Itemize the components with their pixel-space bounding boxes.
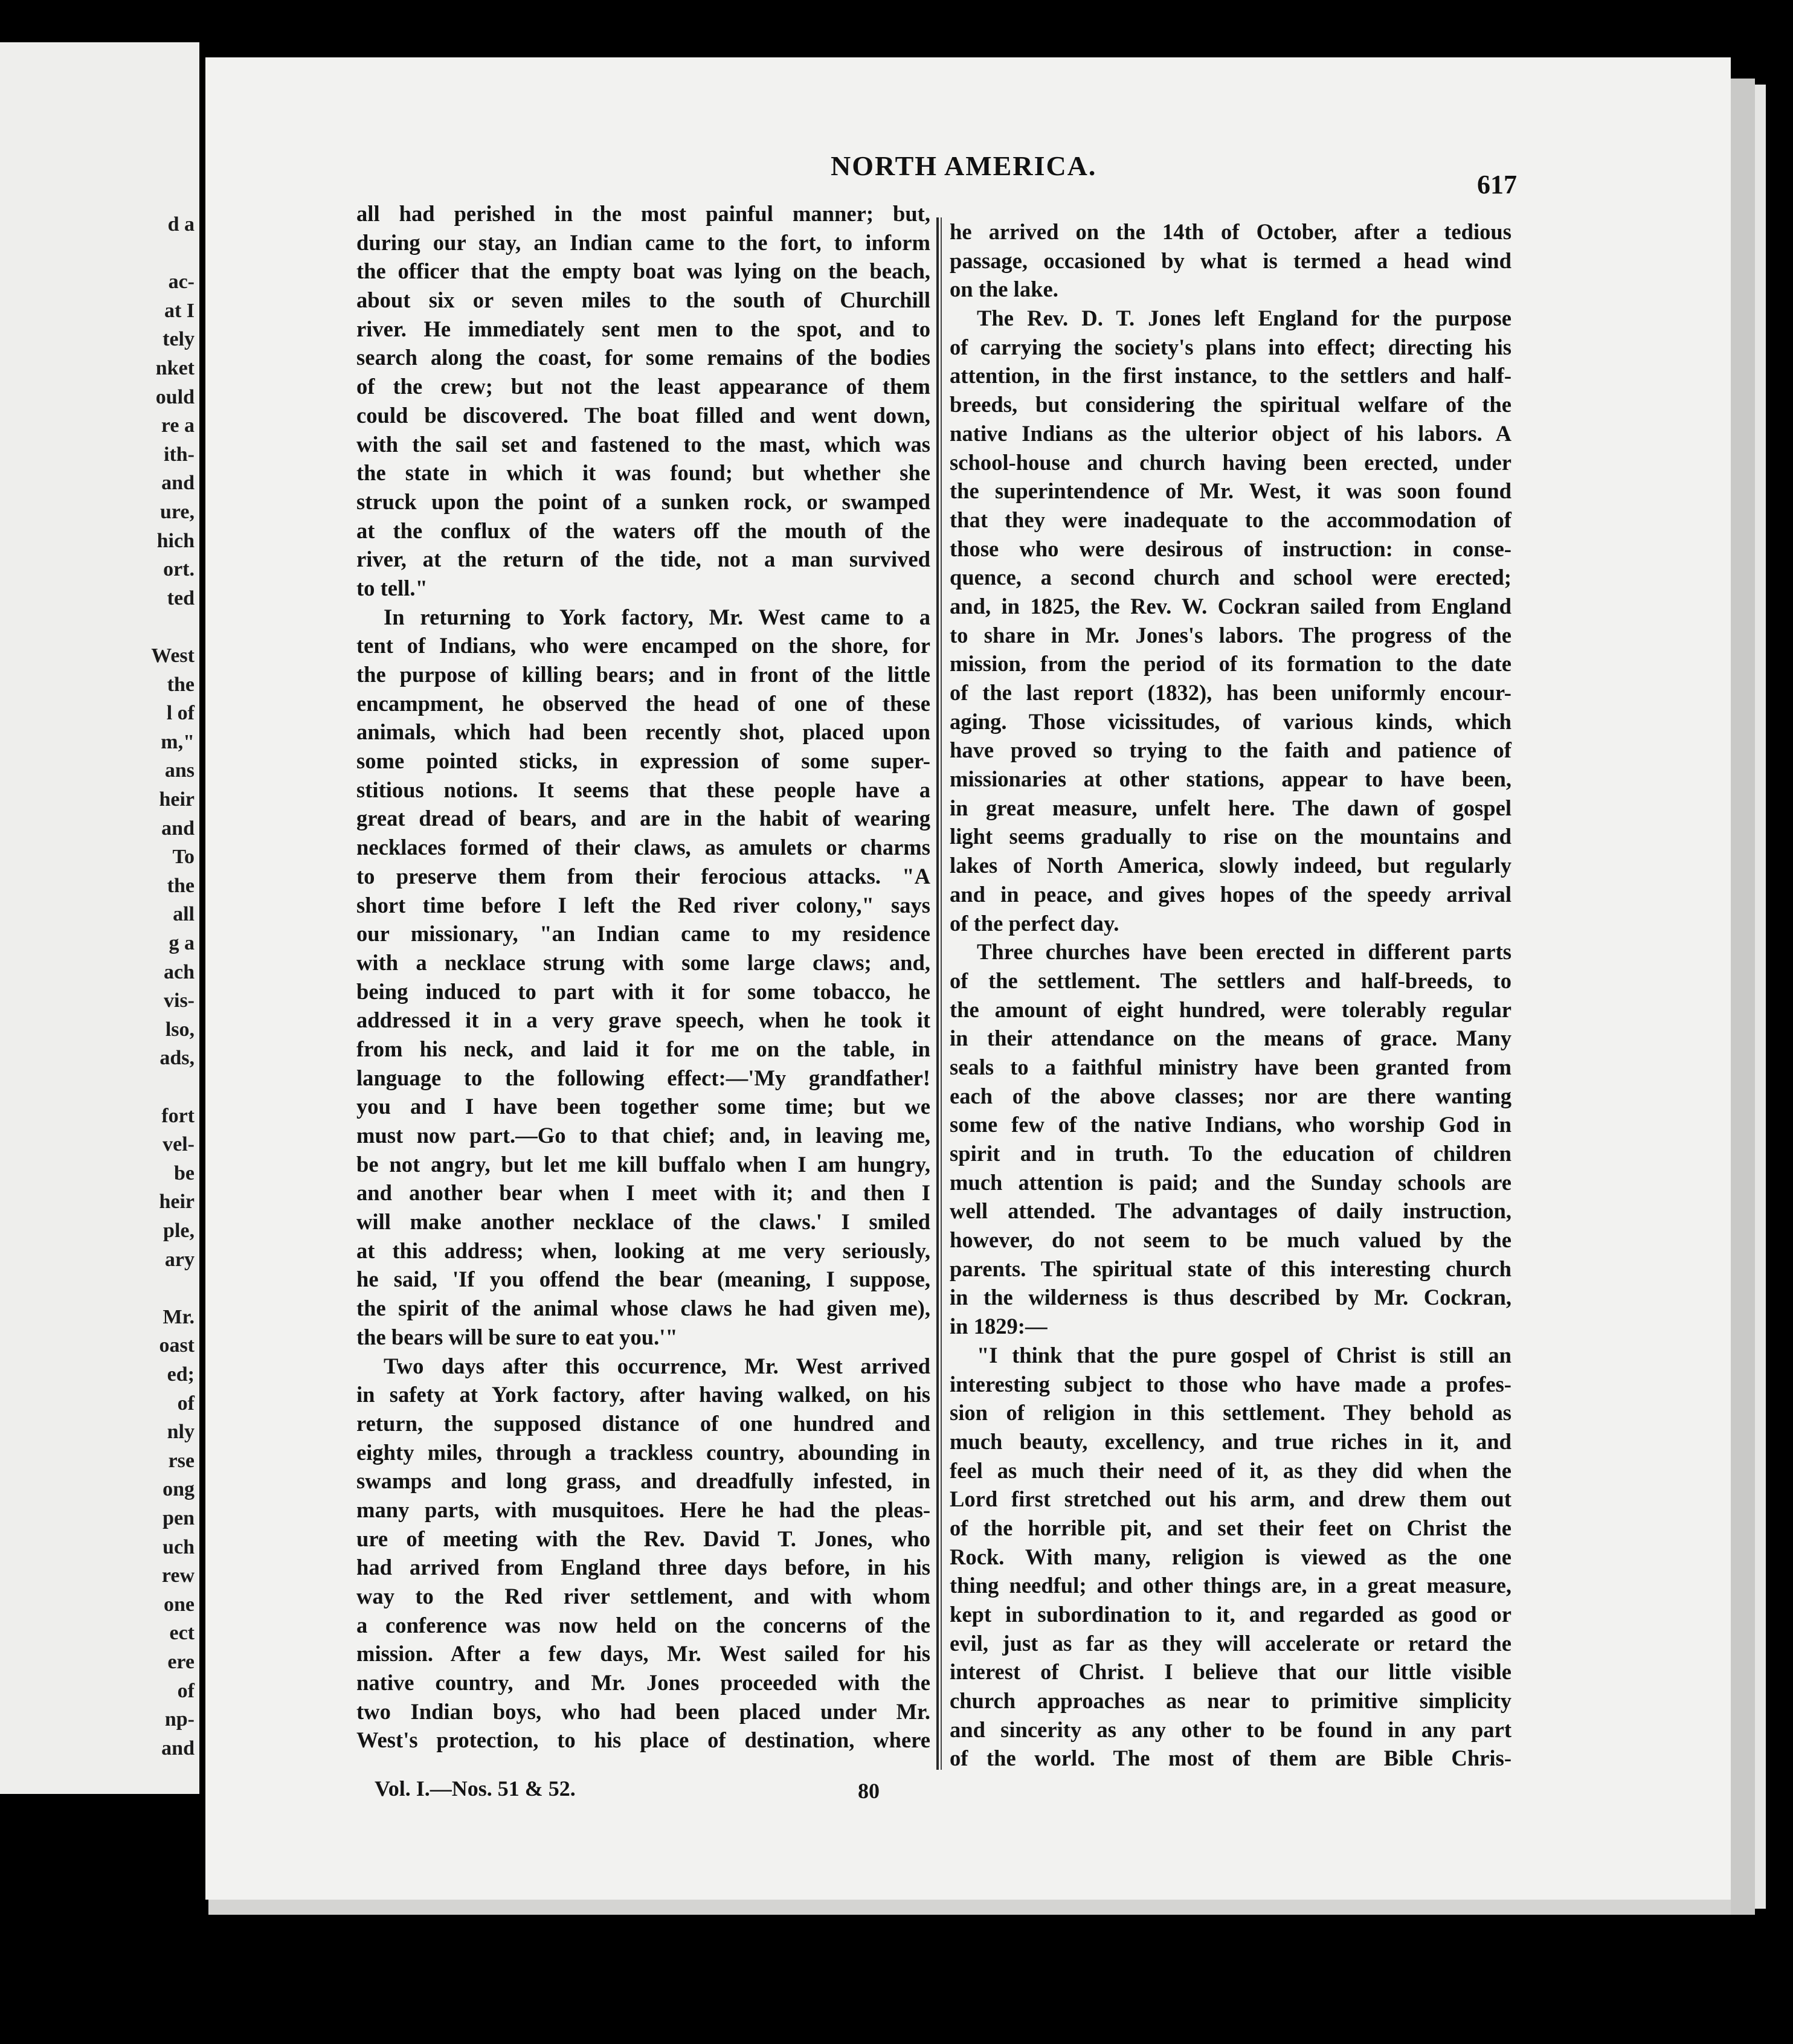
text-line: tent of Indians, who were encamped on the shore, for [356, 633, 930, 658]
text-line: the bears will be sure to eat you.'" [356, 1324, 678, 1349]
text-line: way to the Red river settlement, and with whom [356, 1584, 930, 1609]
facing-page-text: vel- [163, 1133, 195, 1156]
text-line: aging. Those vicissitudes, of various kinds, which [950, 709, 1511, 734]
text-line: Lord first stretched out his arm, and drew them out [950, 1486, 1511, 1512]
facing-page-text: ould [155, 385, 195, 408]
facing-page-text: ads, [159, 1047, 195, 1070]
page-bottom-edge [208, 1900, 1731, 1915]
text-line: have proved so trying to the faith and patience of [950, 738, 1511, 763]
text-line: passage, occasioned by what is termed a head wind [950, 248, 1511, 273]
text-line: mission. After a few days, Mr. West sailed for his [356, 1641, 930, 1666]
text-line: light seems gradually to rise on the mountains and [950, 824, 1511, 849]
text-line: parents. The spiritual state of this interesting church [950, 1256, 1511, 1281]
text-line: thing needful; and other things are, in a great measure, [950, 1573, 1511, 1598]
text-line: well attended. The advantages of daily instruction, [950, 1198, 1511, 1224]
text-line: however, do not seem to be much valued by the [950, 1227, 1511, 1253]
text-line: church approaches as near to primitive simplicity [950, 1688, 1511, 1714]
facing-page-text: uch [163, 1535, 195, 1558]
text-line: all had perished in the most painful manner; but, [356, 201, 930, 226]
text-line: the amount of eight hundred, were tolerably regular [950, 997, 1511, 1022]
text-line: attention, in the first instance, to the settlers and half- [950, 363, 1511, 388]
text-line: missionaries at other stations, appear to have been, [950, 766, 1511, 792]
text-line: the spirit of the animal whose claws he had given me), [356, 1296, 930, 1321]
text-line: on the lake. [950, 277, 1058, 302]
text-line: the purpose of killing bears; and in front of the little [356, 662, 930, 687]
text-line: swamps and long grass, and dreadfully infested, in [356, 1468, 930, 1494]
facing-page-text: vis- [164, 989, 195, 1012]
text-line: many parts, with musquitoes. Here he had the pleas- [356, 1497, 930, 1522]
facing-page-text: ted [167, 587, 195, 609]
facing-page-text: l of [166, 702, 195, 725]
text-line: evil, just as far as they will accelerate or retard the [950, 1630, 1511, 1656]
text-line: interesting subject to those who have made a profes- [950, 1371, 1511, 1396]
text-line: West's protection, to his place of destination, where [356, 1727, 930, 1753]
facing-page-text: pen [163, 1507, 195, 1529]
facing-page-text: d a [167, 213, 195, 236]
facing-page-text: heir [159, 1191, 195, 1213]
text-line: kept in subordination to it, and regarded as good or [950, 1602, 1511, 1627]
facing-page-fragment [0, 42, 199, 1794]
text-line: river. He immediately sent men to the spot, and to [356, 316, 930, 341]
text-line: some few of the native Indians, who worship God in [950, 1112, 1511, 1137]
facing-page-text: g a [169, 932, 195, 954]
text-line: of the settlement. The settlers and half-breeds, to [950, 968, 1511, 993]
text-line: two Indian boys, who had been placed under Mr. [356, 1699, 930, 1724]
text-line: necklaces formed of their claws, as amulets or charms [356, 835, 930, 860]
facing-page-text: of [177, 1679, 195, 1702]
facing-page-text: ort. [163, 558, 195, 581]
facing-page-text: ary [164, 1248, 195, 1271]
facing-page-text: be [174, 1162, 195, 1184]
text-line: of the world. The most of them are Bible Chris- [950, 1746, 1511, 1771]
text-line: during our stay, an Indian came to the fort, to inform [356, 230, 930, 255]
facing-page-text: heir [159, 788, 195, 811]
text-line: the superintendence of Mr. West, it was soon found [950, 478, 1511, 504]
text-line: school-house and church having been erected, under [950, 449, 1511, 475]
facing-page-text: ure, [160, 501, 195, 523]
signature-number: 80 [858, 1779, 880, 1803]
facing-page-text: the [167, 673, 195, 696]
text-line: and, in 1825, the Rev. W. Cockran sailed from England [950, 593, 1511, 619]
text-column-left [356, 199, 930, 1755]
text-line: short time before I left the Red river colony," says [356, 892, 930, 918]
facing-page-text: and [161, 1737, 195, 1760]
text-line: and another bear when I meet with it; and then I [356, 1180, 930, 1206]
text-line: great dread of bears, and are in the habit of wearing [356, 806, 930, 831]
text-line: the officer that the empty boat was lying on the beach, [356, 259, 930, 284]
text-line: of the last report (1832), has been uniformly encour- [950, 680, 1511, 705]
page-edge-highlight [1755, 85, 1766, 1909]
text-line: the state in which it was found; but whether she [356, 460, 930, 486]
volume-signature: Vol. I.—Nos. 51 & 52. [375, 1776, 576, 1801]
text-line: at this address; when, looking at me very seriously, [356, 1238, 930, 1263]
facing-page-text: ac- [168, 271, 195, 294]
text-line: to preserve them from their ferocious attacks. "A [356, 863, 930, 889]
facing-page-text: of [177, 1392, 195, 1415]
text-line: native country, and Mr. Jones proceeded with the [356, 1670, 930, 1695]
text-line: feel as much their need of it, as they did when the [950, 1457, 1511, 1483]
text-line: those who were desirous of instruction: in conse- [950, 536, 1511, 561]
text-line: of carrying the society's plans into effect; directing his [950, 334, 1511, 359]
facing-page-text: np- [164, 1708, 195, 1731]
text-line: our missionary, "an Indian came to my residence [356, 921, 930, 946]
text-line: in 1829:— [950, 1314, 1048, 1339]
text-line: sion of religion in this settlement. They behold as [950, 1400, 1511, 1425]
facing-page-text: ed; [167, 1363, 195, 1386]
facing-page-text: ere [167, 1651, 195, 1673]
text-line: in their attendance on the means of grace. Many [950, 1026, 1511, 1051]
text-line: Three churches have been erected in different parts [977, 939, 1511, 965]
text-line: with a necklace strung with some large claws; and, [356, 950, 930, 975]
text-line: in great measure, unfelt here. The dawn of gospel [950, 795, 1511, 820]
text-line: lakes of North America, slowly indeed, but regularly [950, 853, 1511, 878]
facing-page-text: all [173, 903, 195, 926]
text-line: eighty miles, through a trackless country, abounding in [356, 1439, 930, 1465]
facing-page-text: and [161, 817, 195, 840]
text-line: breeds, but considering the spiritual welfare of the [950, 392, 1511, 417]
text-line: Rock. With many, religion is viewed as the one [950, 1544, 1511, 1569]
facing-page-text: nket [155, 357, 195, 379]
text-line: stitious notions. It seems that these people have a [356, 777, 930, 802]
text-line: animals, which had been recently shot, placed upon [356, 719, 930, 745]
text-line: and in peace, and gives hopes of the speedy arrival [950, 881, 1511, 907]
text-line: in the wilderness is thus described by Mr. Cockran, [950, 1285, 1511, 1310]
text-line: about six or seven miles to the south of Churchill [356, 288, 930, 313]
text-line: of the crew; but not the least appearance of them [356, 374, 930, 399]
facing-page-text: re a [161, 414, 195, 437]
text-line: return, the supposed distance of one hundred and [356, 1410, 930, 1436]
column-rule-inner [941, 217, 942, 1770]
text-line: each of the above classes; nor are there wanting [950, 1083, 1511, 1108]
facing-page-text: lso, [165, 1018, 195, 1041]
text-line: In returning to York factory, Mr. West came to a [384, 604, 930, 629]
text-line: you and I have been together some time; but we [356, 1094, 930, 1119]
facing-page-text: ith- [164, 443, 195, 466]
page-number: 617 [1477, 170, 1517, 199]
text-line: mission, from the period of its formation to the date [950, 651, 1511, 677]
text-line: will make another necklace of the claws.' I smiled [356, 1209, 930, 1235]
text-line: search along the coast, for some remains of the bodies [356, 345, 930, 370]
text-line: struck upon the point of a sunken rock, or swamped [356, 489, 930, 514]
text-line: encampment, he observed the head of one of these [356, 690, 930, 716]
text-line: from his neck, and laid it for me on the table, in [356, 1036, 930, 1061]
text-line: to share in Mr. Jones's labors. The progress of the [950, 622, 1511, 648]
text-line: interest of Christ. I believe that our little visible [950, 1659, 1511, 1685]
text-line: ure of meeting with the Rev. David T. Jones, who [356, 1526, 930, 1551]
text-line: addressed it in a very grave speech, when he took it [356, 1008, 930, 1033]
text-column-right [950, 217, 1511, 1773]
text-line: had arrived from England three days before, in his [356, 1555, 930, 1580]
facing-page-text: at I [164, 299, 195, 322]
text-line: he arrived on the 14th of October, after a tedious [950, 219, 1511, 244]
text-line: The Rev. D. T. Jones left England for the purpose [977, 306, 1511, 331]
text-line: much attention is paid; and the Sunday schools are [950, 1169, 1511, 1195]
facing-page-text: rse [168, 1449, 195, 1472]
facing-page-text: rew [161, 1564, 195, 1587]
column-rule [936, 217, 939, 1770]
facing-page-text: Mr. [163, 1305, 195, 1328]
text-line: to tell." [356, 575, 428, 600]
facing-page-text: one [164, 1593, 195, 1616]
facing-page-text: ach [164, 960, 195, 983]
text-line: seals to a faithful ministry have been granted from [950, 1054, 1511, 1079]
text-line: "I think that the pure gospel of Christ is still an [977, 1342, 1511, 1367]
facing-page-text: To [172, 846, 195, 869]
facing-page-text: fort [161, 1104, 195, 1127]
text-line: of the horrible pit, and set their feet on Christ the [950, 1515, 1511, 1540]
text-line: river, at the return of the tide, not a man survived [356, 547, 930, 572]
facing-page-text: nly [167, 1421, 195, 1444]
facing-page-text: m," [161, 730, 195, 753]
page-edge [1731, 79, 1755, 1915]
facing-page-text: ong [163, 1478, 195, 1501]
facing-page-text: oast [159, 1334, 195, 1357]
text-line: quence, a second church and school were erected; [950, 565, 1511, 590]
text-line: a conference was now held on the concerns of the [356, 1612, 930, 1637]
text-line: must now part.—Go to that chief; and, in leaving me, [356, 1123, 930, 1148]
text-line: and sincerity as any other to be found in any part [950, 1717, 1511, 1742]
text-line: of the perfect day. [950, 910, 1119, 936]
facing-page-text: ect [169, 1622, 195, 1645]
text-line: being induced to part with it for some tobacco, he [356, 979, 930, 1004]
facing-page-text: tely [163, 328, 195, 351]
text-line: much beauty, excellency, and true riches in it, and [950, 1429, 1511, 1454]
text-line: could be discovered. The boat filled and went down, [356, 402, 930, 428]
text-line: native Indians as the ulterior object of his labors. A [950, 420, 1511, 446]
text-line: in safety at York factory, after having walked, on his [356, 1382, 930, 1407]
facing-page-text: West [151, 644, 195, 667]
facing-page-text: ans [164, 759, 195, 782]
text-line: he said, 'If you offend the bear (meaning, I suppose, [356, 1267, 930, 1292]
text-line: with the sail set and fastened to the mast, which was [356, 431, 930, 457]
running-head: NORTH AMERICA. [831, 150, 1097, 181]
facing-page-text: the [167, 874, 195, 897]
text-line: that they were inadequate to the accommodation of [950, 507, 1511, 532]
text-line: some pointed sticks, in expression of some super- [356, 748, 930, 774]
facing-page-text: ple, [163, 1220, 195, 1242]
text-line: spirit and in truth. To the education of children [950, 1141, 1511, 1166]
text-line: at the conflux of the waters off the mouth of the [356, 518, 930, 543]
facing-page-text: hich [156, 529, 195, 552]
text-line: language to the following effect:—'My grandfather! [356, 1065, 930, 1090]
facing-page-text: and [161, 472, 195, 495]
text-line: be not angry, but let me kill buffalo when I am hungry, [356, 1151, 930, 1177]
text-line: Two days after this occurrence, Mr. West arrived [384, 1353, 930, 1378]
